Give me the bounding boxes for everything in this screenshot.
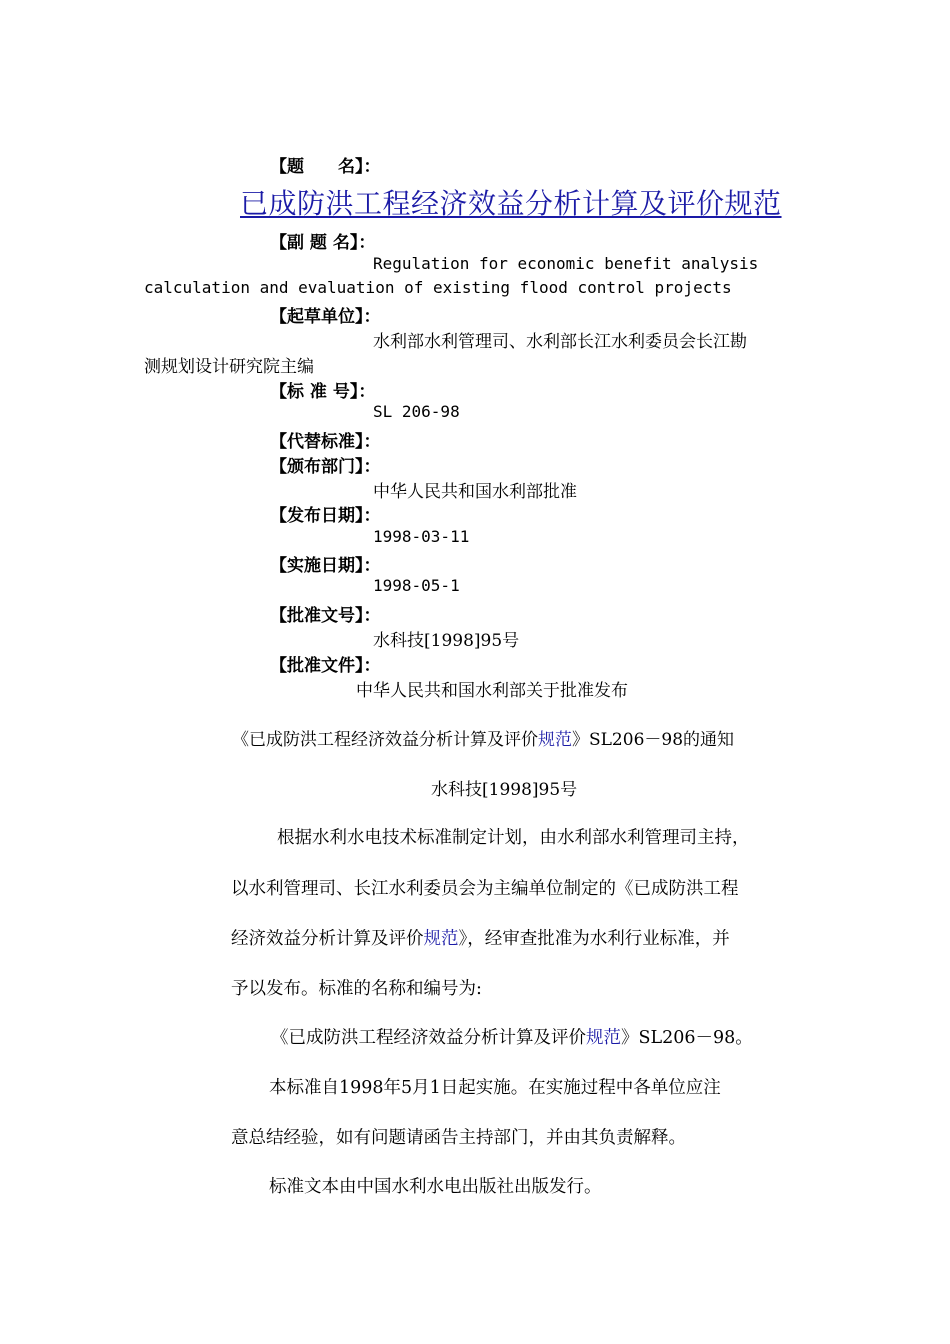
paragraph-1-line3: 经济效益分析计算及评价规范》，经审查批准为水利行业标准，并 — [231, 929, 730, 949]
paragraph-1-line4: 予以发布。标准的名称和编号为: — [231, 979, 482, 999]
approval-doc-label: 【批准文件】： — [270, 656, 381, 676]
issue-date-label: 【发布日期】： — [270, 506, 381, 526]
subtitle-label: 【副 题 名】： — [270, 233, 376, 253]
approval-no-label: 【批准文号】： — [270, 606, 381, 626]
title-label: 【题 名】： — [270, 157, 381, 177]
colon: ： — [363, 157, 381, 177]
replaces-label: 【代替标准】： — [270, 432, 381, 452]
subtitle-value-line1: Regulation for economic benefit analysis — [373, 254, 759, 273]
paragraph-3-line2: 意总结经验，如有问题请函告主持部门，并由其负责解释。 — [231, 1128, 686, 1148]
paragraph-4: 标准文本由中国水利水电出版社出版发行。 — [269, 1177, 602, 1197]
notice-heading-line1: 中华人民共和国水利部关于批准发布 — [356, 681, 628, 701]
notice-doc-number: 水科技[1998]95号 — [431, 780, 578, 800]
std-no-label: 【标 准 号】： — [270, 382, 376, 402]
document-title-link[interactable]: 已成防洪工程经济效益分析计算及评价规范 — [240, 187, 782, 220]
subtitle-value-line2: calculation and evaluation of existing flood control projects — [144, 278, 732, 297]
std-no-value: SL 206-98 — [373, 402, 460, 421]
drafter-label: 【起草单位】： — [270, 307, 381, 327]
paragraph-1-line2: 以水利管理司、长江水利委员会为主编单位制定的《已成防洪工程 — [231, 879, 739, 899]
paragraph-2: 《已成防洪工程经济效益分析计算及评价规范》SL206－98。 — [271, 1028, 753, 1048]
approval-no-value: 水科技[1998]95号 — [373, 631, 520, 651]
paragraph-1-line1: 根据水利水电技术标准制定计划，由水利部水利管理司主持， — [277, 828, 750, 848]
standard-link[interactable]: 规范 — [586, 1028, 621, 1048]
notice-heading-line2: 《已成防洪工程经济效益分析计算及评价规范》SL206－98的通知 — [232, 730, 735, 750]
issuer-label: 【颁布部门】： — [270, 457, 381, 477]
standard-link[interactable]: 规范 — [423, 929, 459, 949]
drafter-value-line1: 水利部水利管理司、水利部长江水利委员会长江勘 — [373, 332, 747, 352]
paragraph-3-line1: 本标准自1998年5月1日起实施。在实施过程中各单位应注 — [269, 1078, 721, 1098]
issue-date-value: 1998-03-11 — [373, 527, 470, 546]
effective-date-label: 【实施日期】： — [270, 556, 381, 576]
standard-link[interactable]: 规范 — [538, 730, 572, 750]
effective-date-value: 1998-05-1 — [373, 576, 460, 595]
issuer-value: 中华人民共和国水利部批准 — [373, 482, 577, 502]
drafter-value-line2: 测规划设计研究院主编 — [144, 357, 314, 377]
